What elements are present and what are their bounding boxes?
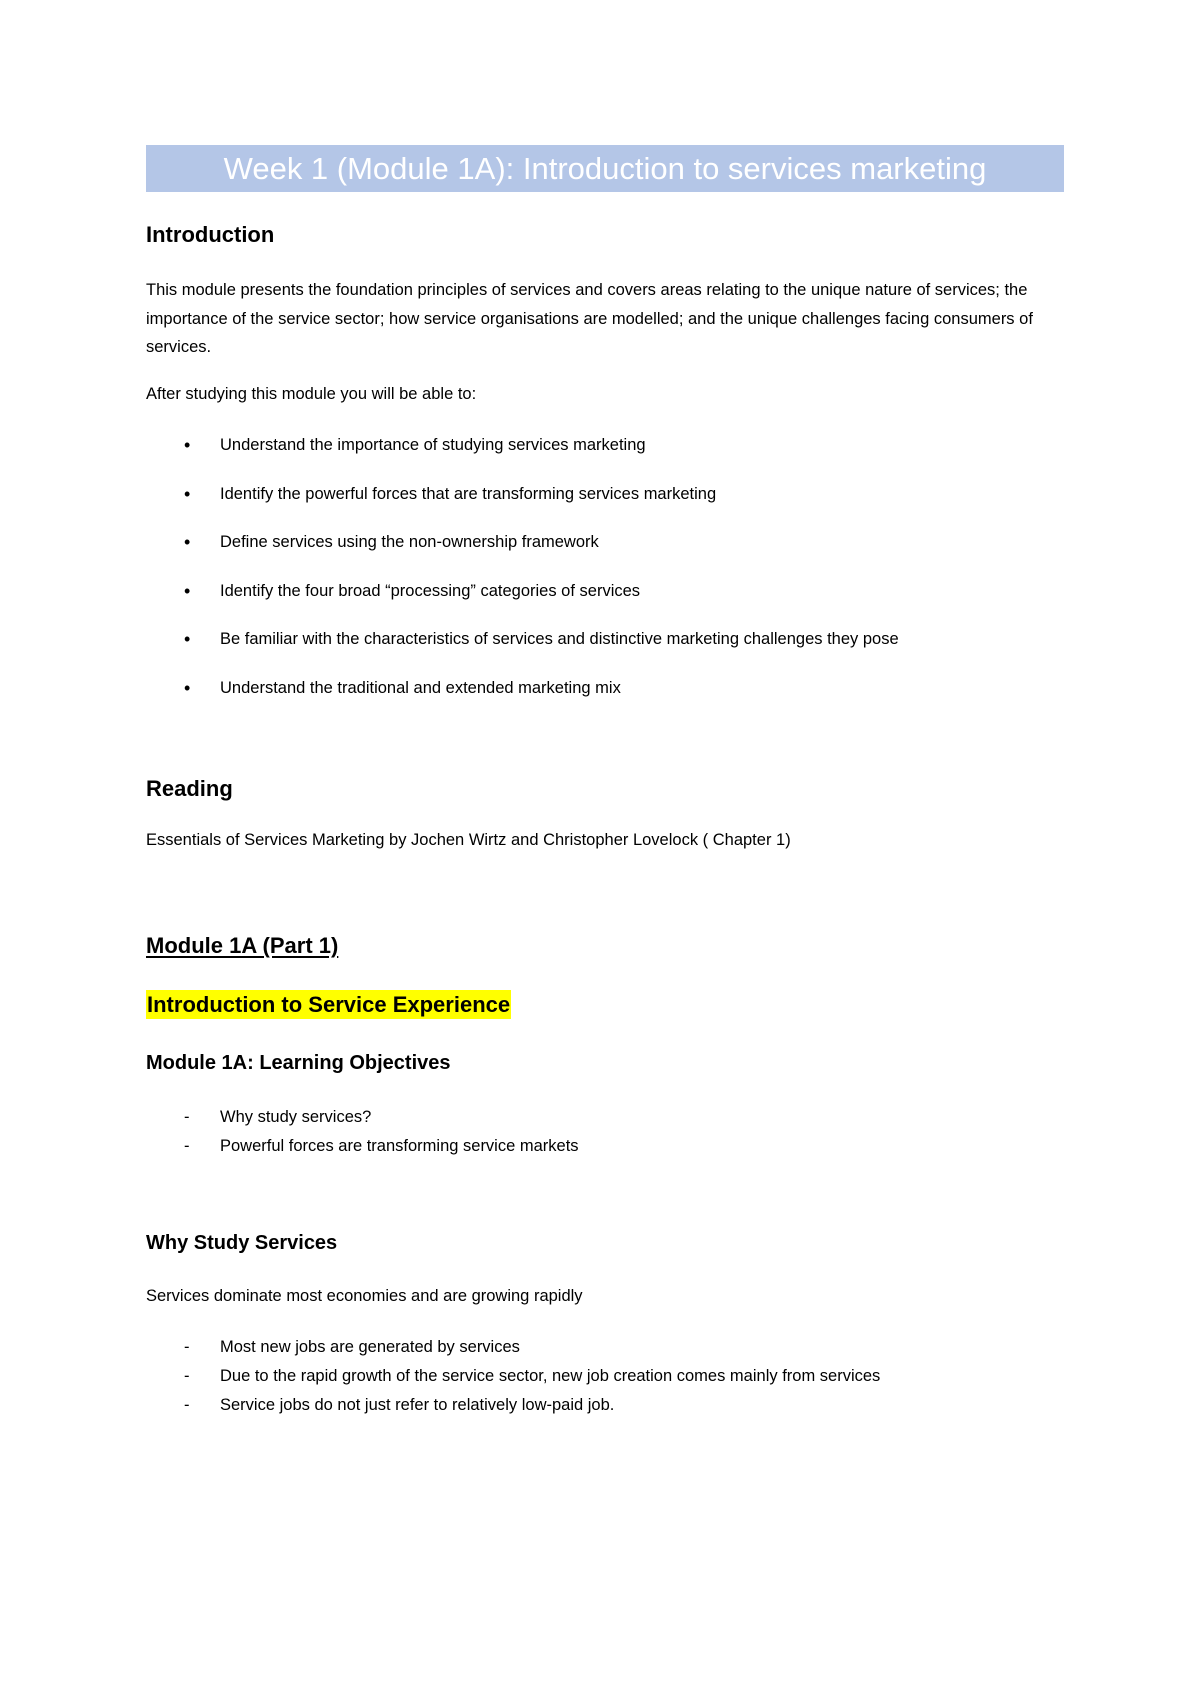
why-study-points-list: [146, 1335, 1066, 1422]
list-item: [146, 627, 1066, 676]
objectives-lead-in: After studying this module you will be able to:: [146, 385, 477, 403]
list-item: [146, 433, 1066, 482]
list-item: [146, 579, 1066, 628]
objective-text: Understand the traditional and extended marketing mix: [220, 678, 621, 697]
why-study-point-text: Service jobs do not just refer to relatively low-paid job.: [220, 1396, 615, 1414]
learning-objectives-list: [146, 1105, 1066, 1163]
objective-text: Understand the importance of studying services marketing: [220, 436, 646, 454]
dash-marker: -: [184, 1396, 190, 1414]
list-item: [146, 676, 1066, 725]
dash-marker: -: [184, 1367, 190, 1385]
bullet-marker: •: [184, 483, 191, 504]
document-title: Week 1 (Module 1A): Introduction to services marketing: [223, 150, 987, 186]
why-study-heading: Why Study Services: [146, 1232, 338, 1254]
why-study-point-text: Due to the rapid growth of the service sector, new job creation comes mainly from services: [220, 1367, 881, 1385]
bullet-marker: •: [184, 677, 191, 698]
objective-text: Define services using the non-ownership framework: [220, 533, 599, 551]
introduction-heading: Introduction: [146, 222, 275, 247]
bullet-marker: •: [184, 435, 191, 455]
title-banner: [146, 145, 1064, 192]
reading-heading: Reading: [146, 776, 233, 801]
objectives-list: [146, 433, 1066, 724]
list-item: [146, 1335, 1066, 1364]
learning-objective-text: Powerful forces are transforming service markets: [220, 1137, 579, 1155]
learning-objectives-heading: Module 1A: Learning Objectives: [146, 1052, 451, 1074]
dash-marker: -: [184, 1137, 190, 1155]
reading-text: Essentials of Services Marketing by Jochen Wirtz and Christopher Lovelock ( Chapter 1): [146, 831, 791, 849]
objective-text: Identify the powerful forces that are transforming services marketing: [220, 484, 717, 503]
bullet-marker: •: [184, 532, 191, 552]
objective-text: Identify the four broad “processing” categories of services: [220, 581, 641, 600]
bullet-marker: •: [184, 580, 191, 601]
list-item: [146, 1364, 1066, 1393]
list-item: [146, 482, 1066, 531]
dash-marker: -: [184, 1338, 190, 1356]
part1-heading: Module 1A (Part 1): [146, 933, 339, 958]
why-study-point-text: Most new jobs are generated by services: [220, 1338, 520, 1356]
service-experience-heading: [146, 992, 511, 1018]
bullet-marker: •: [184, 629, 191, 649]
highlighted-heading: Introduction to Service Experience: [147, 992, 511, 1017]
introduction-paragraph: This module presents the foundation principles of services and covers areas relating to the unique nature of services; the importance of the service sector; how service organisations are modelled; and the unique challenges facing consumers of services.: [146, 281, 1033, 356]
why-study-lead-in: Services dominate most economies and are growing rapidly: [146, 1287, 583, 1305]
list-item: [146, 1134, 1066, 1163]
dash-marker: -: [184, 1108, 190, 1126]
list-item: [146, 530, 1066, 579]
objective-text: Be familiar with the characteristics of services and distinctive marketing challenges they pose: [220, 630, 899, 648]
list-item: [146, 1105, 1066, 1134]
list-item: [146, 1393, 1066, 1422]
learning-objective-text: Why study services?: [220, 1108, 372, 1126]
